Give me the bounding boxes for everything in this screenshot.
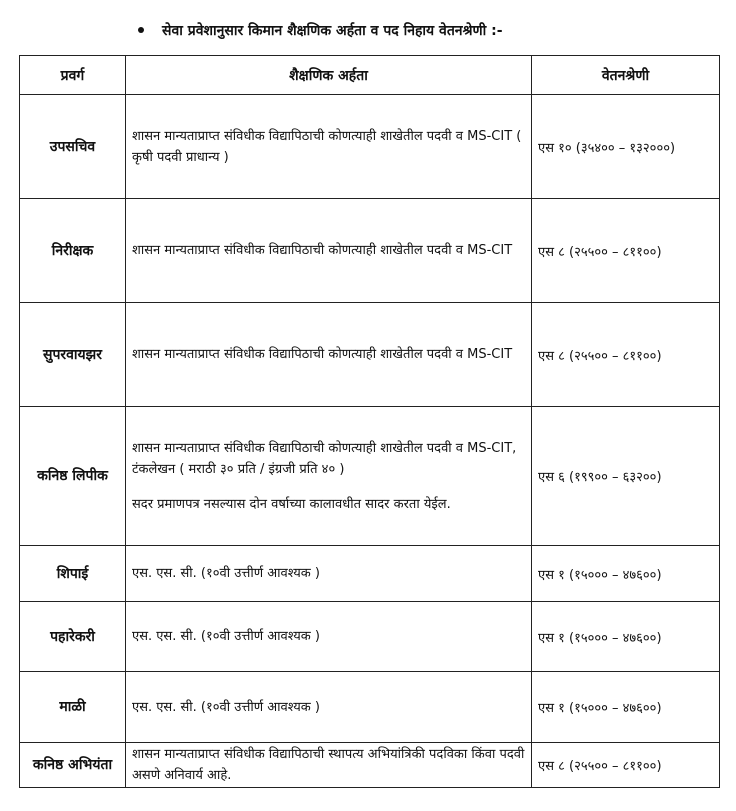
heading-text: सेवा प्रवेशानुसार किमान शैक्षणिक अर्हता व पद निहाय वेतनश्रेणी :-	[162, 22, 503, 39]
qualification-cell: शासन मान्यताप्राप्त संविधीक विद्यापिठाची स्थापत्य अभियांत्रिकी पदविका किंवा पदवी असणे अनिवार्य आहे.	[126, 743, 532, 788]
bullet-icon	[138, 27, 144, 33]
table-row	[20, 602, 720, 672]
table-row	[20, 546, 720, 602]
qualification-cell: शासन मान्यताप्राप्त संविधीक विद्यापिठाची कोणत्याही शाखेतील पदवी व MS-CIT	[126, 199, 532, 303]
category-cell: उपसचिव	[20, 95, 126, 199]
table-header-row	[20, 56, 720, 95]
column-header-pay-scale: वेतनश्रेणी	[532, 56, 720, 95]
qualification-text: शासन मान्यताप्राप्त संविधीक विद्यापिठाची कोणत्याही शाखेतील पदवी व MS-CIT, टंकलेखन ( मराठी ३० प्रति / इंग्रजी प्रति ४० )	[132, 440, 517, 477]
qualification-cell	[126, 407, 532, 546]
pay-scale-cell: एस १ (१५००० – ४७६००)	[532, 672, 720, 743]
pay-scale-cell: एस ६ (१९९०० – ६३२००)	[532, 407, 720, 546]
pay-scale-cell: एस १ (१५००० – ४७६००)	[532, 602, 720, 672]
qualification-cell: एस. एस. सी. (१०वी उत्तीर्ण आवश्यक )	[126, 672, 532, 743]
qualification-cell: शासन मान्यताप्राप्त संविधीक विद्यापिठाची कोणत्याही शाखेतील पदवी व MS-CIT	[126, 303, 532, 407]
table-row	[20, 672, 720, 743]
pay-scale-cell: एस ८ (२५५०० – ८११००)	[532, 199, 720, 303]
pay-scale-cell: एस ८ (२५५०० – ८११००)	[532, 743, 720, 788]
qualification-cell: शासन मान्यताप्राप्त संविधीक विद्यापिठाची कोणत्याही शाखेतील पदवी व MS-CIT ( कृषी पदवी प्राधान्य )	[126, 95, 532, 199]
table-row	[20, 407, 720, 546]
qualification-cell: एस. एस. सी. (१०वी उत्तीर्ण आवश्यक )	[126, 602, 532, 672]
column-header-category: प्रवर्ग	[20, 56, 126, 95]
table-row	[20, 95, 720, 199]
category-cell: निरीक्षक	[20, 199, 126, 303]
pay-scale-cell: एस १ (१५००० – ४७६००)	[532, 546, 720, 602]
category-cell: कनिष्ठ अभियंता	[20, 743, 126, 788]
category-cell: पहारेकरी	[20, 602, 126, 672]
table-row	[20, 303, 720, 407]
category-cell: सुपरवायझर	[20, 303, 126, 407]
category-cell: कनिष्ठ लिपीक	[20, 407, 126, 546]
category-cell: शिपाई	[20, 546, 126, 602]
qualification-note: सदर प्रमाणपत्र नसल्यास दोन वर्षाच्या कालावधीत सादर करता येईल.	[132, 496, 451, 512]
pay-scale-cell: एस १० (३५४०० – १३२०००)	[532, 95, 720, 199]
category-cell: माळी	[20, 672, 126, 743]
section-heading	[138, 18, 503, 42]
table-row	[20, 199, 720, 303]
qualification-pay-table	[19, 55, 720, 788]
qualification-cell: एस. एस. सी. (१०वी उत्तीर्ण आवश्यक )	[126, 546, 532, 602]
column-header-qualification: शैक्षणिक अर्हता	[126, 56, 532, 95]
table-row	[20, 743, 720, 788]
pay-scale-cell: एस ८ (२५५०० – ८११००)	[532, 303, 720, 407]
